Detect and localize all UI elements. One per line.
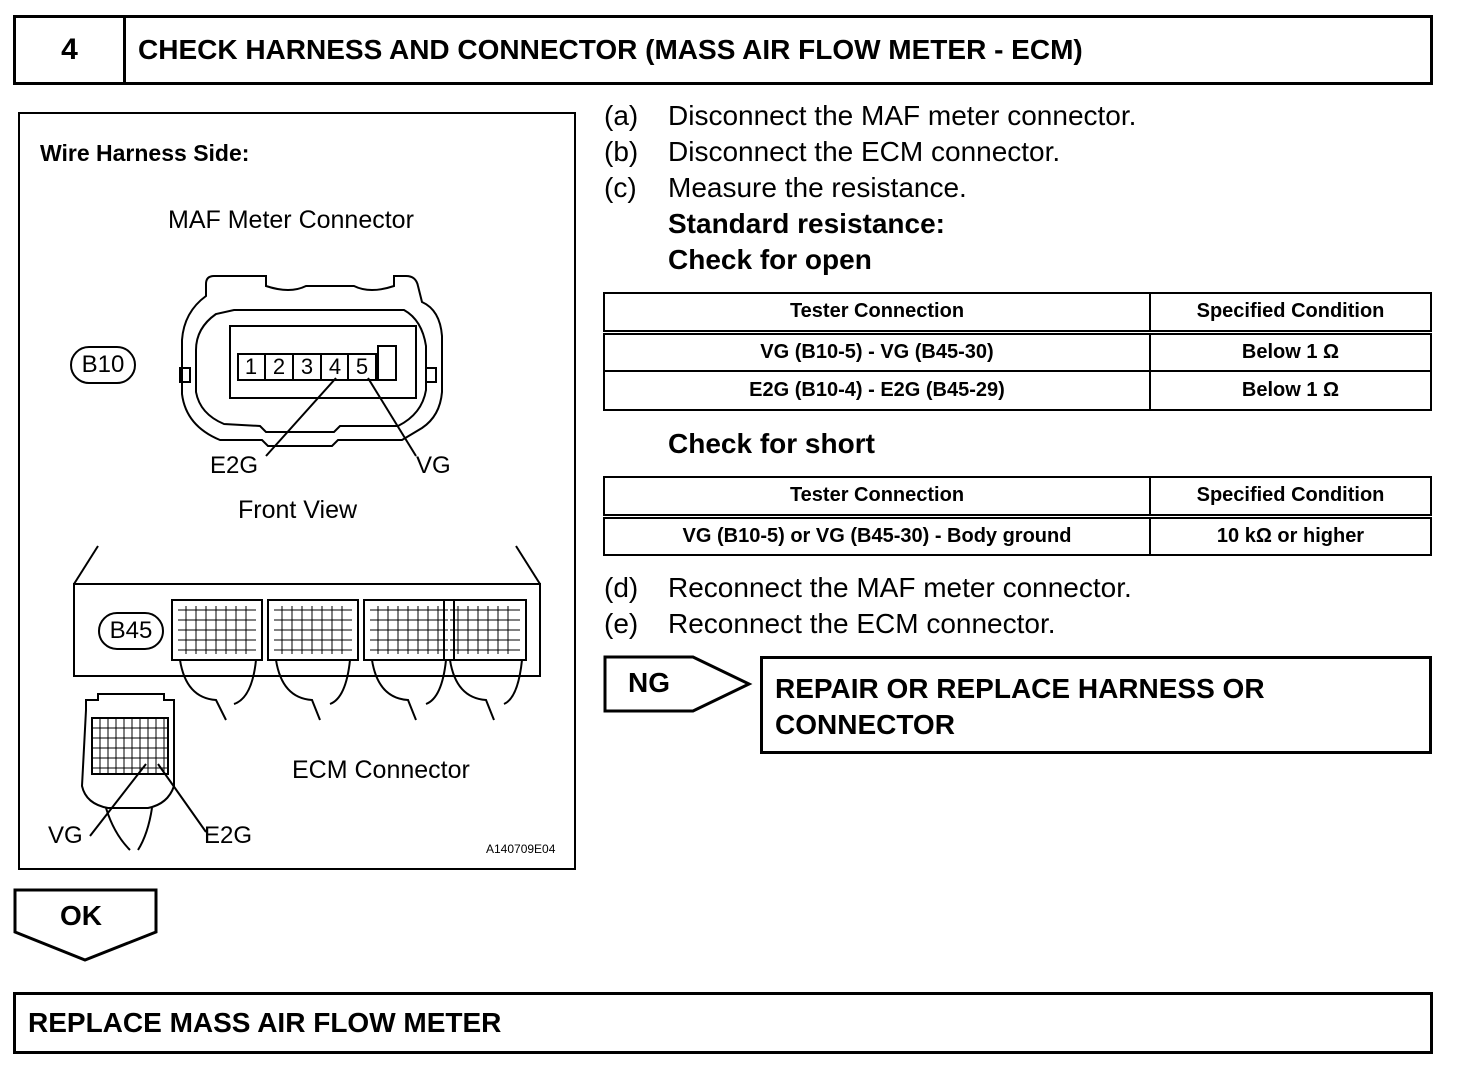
open-row1-connection: VG (B10-5) - VG (B45-30) [604,332,1150,371]
ecm-connector-code: B45 [98,612,164,650]
maf-pin-3: 3 [300,354,314,379]
step-header [13,15,1433,85]
maf-connector-code: B10 [70,346,136,384]
short-header-tester: Tester Connection [604,477,1150,516]
ecm-e2g-leader [158,764,206,832]
maf-e2g-label: E2G [210,452,259,479]
step-b-marker: (b) [604,136,639,167]
ng-label: NG [628,667,670,698]
short-check-table [603,476,1432,556]
e2g-leader-line [266,378,336,456]
ng-result-box: REPAIR OR REPLACE HARNESS OR CONNECTOR [760,656,1432,754]
step-a-marker: (a) [604,100,639,131]
ok-label: OK [60,900,102,931]
ecm-connector-shell [82,694,174,808]
step-number: 4 [16,18,126,82]
ecm-connector-pins [92,718,168,774]
ecm-vg-label: VG [48,822,83,849]
final-action-box: REPLACE MASS AIR FLOW METER [13,992,1433,1054]
maf-pin-1: 1 [244,354,258,379]
maf-side-tab-right [426,368,436,382]
standard-resistance-heading: Standard resistance: [668,208,945,239]
maf-lock-key [378,346,396,380]
open-row2-condition: Below 1 Ω [1150,371,1431,410]
maf-connector-label: MAF Meter Connector [168,206,414,234]
step-d-text: Reconnect the MAF meter connector. [668,572,1132,603]
open-check-table [603,292,1432,411]
short-table-header [604,477,1431,516]
maf-pin-5: 5 [355,354,369,379]
step-title: CHECK HARNESS AND CONNECTOR (MASS AIR FLOW METER - ECM) [138,34,1083,65]
open-row1-condition: Below 1 Ω [1150,332,1431,371]
check-open-heading: Check for open [668,244,872,275]
short-row1-connection: VG (B10-5) or VG (B45-30) - Body ground [604,516,1150,555]
short-row1-condition: 10 kΩ or higher [1150,516,1431,555]
figure-code: A140709E04 [486,842,556,856]
step-a-text: Disconnect the MAF meter connector. [668,100,1137,131]
ecm-connector-label: ECM Connector [292,756,470,784]
ng-arrow-icon [603,655,753,715]
open-table-header [604,293,1431,332]
maf-vg-label: VG [416,452,451,479]
step-c-text: Measure the resistance. [668,172,967,203]
wire-harness-side-label: Wire Harness Side: [40,140,250,166]
step-b-text: Disconnect the ECM connector. [668,136,1061,167]
check-short-heading: Check for short [668,428,875,459]
step-c-marker: (c) [604,172,637,203]
open-header-tester: Tester Connection [604,293,1150,332]
connector-diagram [18,112,576,870]
maf-pin-2: 2 [272,354,286,379]
open-row2-connection: E2G (B10-4) - E2G (B45-29) [604,371,1150,410]
step-d-marker: (d) [604,572,639,603]
table-row [604,516,1431,555]
step-e-text: Reconnect the ECM connector. [668,608,1056,639]
ecm-e2g-label: E2G [204,822,253,849]
table-row [604,371,1431,410]
vg-leader-line [368,378,416,456]
step-e-marker: (e) [604,608,639,639]
front-view-label: Front View [238,496,358,524]
short-header-condition: Specified Condition [1150,477,1431,516]
table-row [604,332,1431,371]
open-header-condition: Specified Condition [1150,293,1431,332]
maf-pin-4: 4 [328,354,342,379]
